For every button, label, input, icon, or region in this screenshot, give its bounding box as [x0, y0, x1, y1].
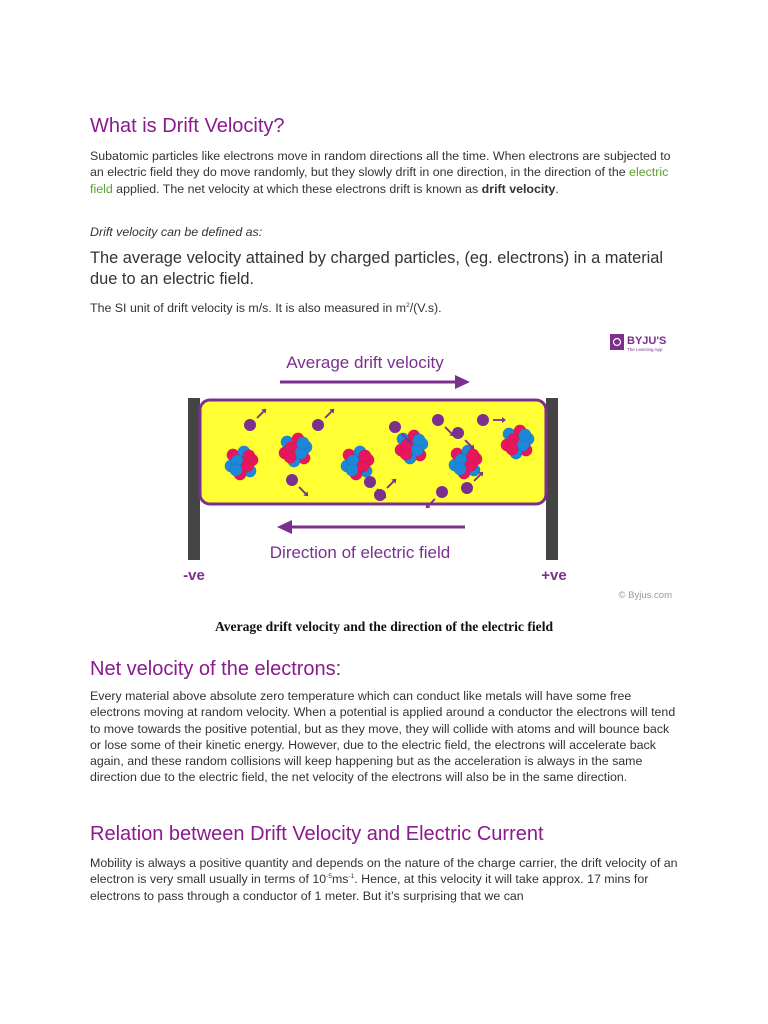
drift-arrow [280, 375, 470, 389]
net-velocity-paragraph: Every material above absolute zero temperature which can conduct like metals will have some free electrons moving at random velocity. When a potential is applied around a conductor the electrons will tend to move towards the positive potential, but as they move, they will collide with atoms and will bounce back or lose some of their kinetic energy. However, due to the electric field, the electrons will accelerate back again, and these random collisions will keep happening but as the acceleration is always in the same direction due to the electric field, the net velocity of the electrons will also be in the same direction. [90, 689, 676, 785]
drift-velocity-diagram [180, 330, 680, 605]
byjus-logo [610, 334, 666, 352]
si-unit-text: The SI unit of drift velocity is m/s. It is also measured in $m^2/(V.s)$. [90, 301, 442, 315]
byjus-logo-tagline: The Learning App [627, 347, 663, 352]
positive-plate [546, 398, 558, 560]
electric-field-label: Direction of electric field [269, 543, 451, 562]
copyright-text: © Byjus.com [618, 590, 672, 601]
positive-terminal-label: +ve [541, 567, 567, 584]
electric-field-arrow [277, 520, 465, 534]
heading-drift-velocity: What is Drift Velocity? [90, 115, 285, 137]
definition-intro: Drift velocity can be defined as: [90, 225, 263, 239]
negative-plate [188, 398, 200, 560]
byjus-logo-text: BYJU'S [627, 335, 667, 347]
heading-net-velocity: Net velocity of the electrons: [90, 658, 342, 680]
relation-paragraph: Mobility is always a positive quantity and depends on the nature of the charge carrier, the drift velocity of an electron is very small usually in terms of $10^{-5}ms^{-1}$. Hence, at this velocity it will take approx. 17 mins for electrons to pass through a conductor of 1 meter. But it’s surprising that we can [90, 856, 678, 903]
negative-terminal-label: -ve [183, 567, 205, 584]
average-drift-velocity-label: Average drift velocity [286, 353, 444, 372]
figure-caption: Average drift velocity and the direction of the electric field [214, 619, 554, 634]
definition-text: The average velocity attained by charged particles, (eg. electrons) in a material due to an electric field. [90, 249, 664, 288]
heading-relation: Relation between Drift Velocity and Electric Current [90, 823, 544, 845]
byjus-logo-mark [610, 334, 624, 350]
intro-paragraph: Subatomic particles like electrons move in random directions all the time. When electrons are subjected to an electric field they do move randomly, but they slowly drift in one direction, in the direction of the electric field applied. The net velocity at which these electrons drift is known as drift velocity. [90, 149, 671, 196]
electric-field-link[interactable]: electric field [90, 165, 669, 196]
